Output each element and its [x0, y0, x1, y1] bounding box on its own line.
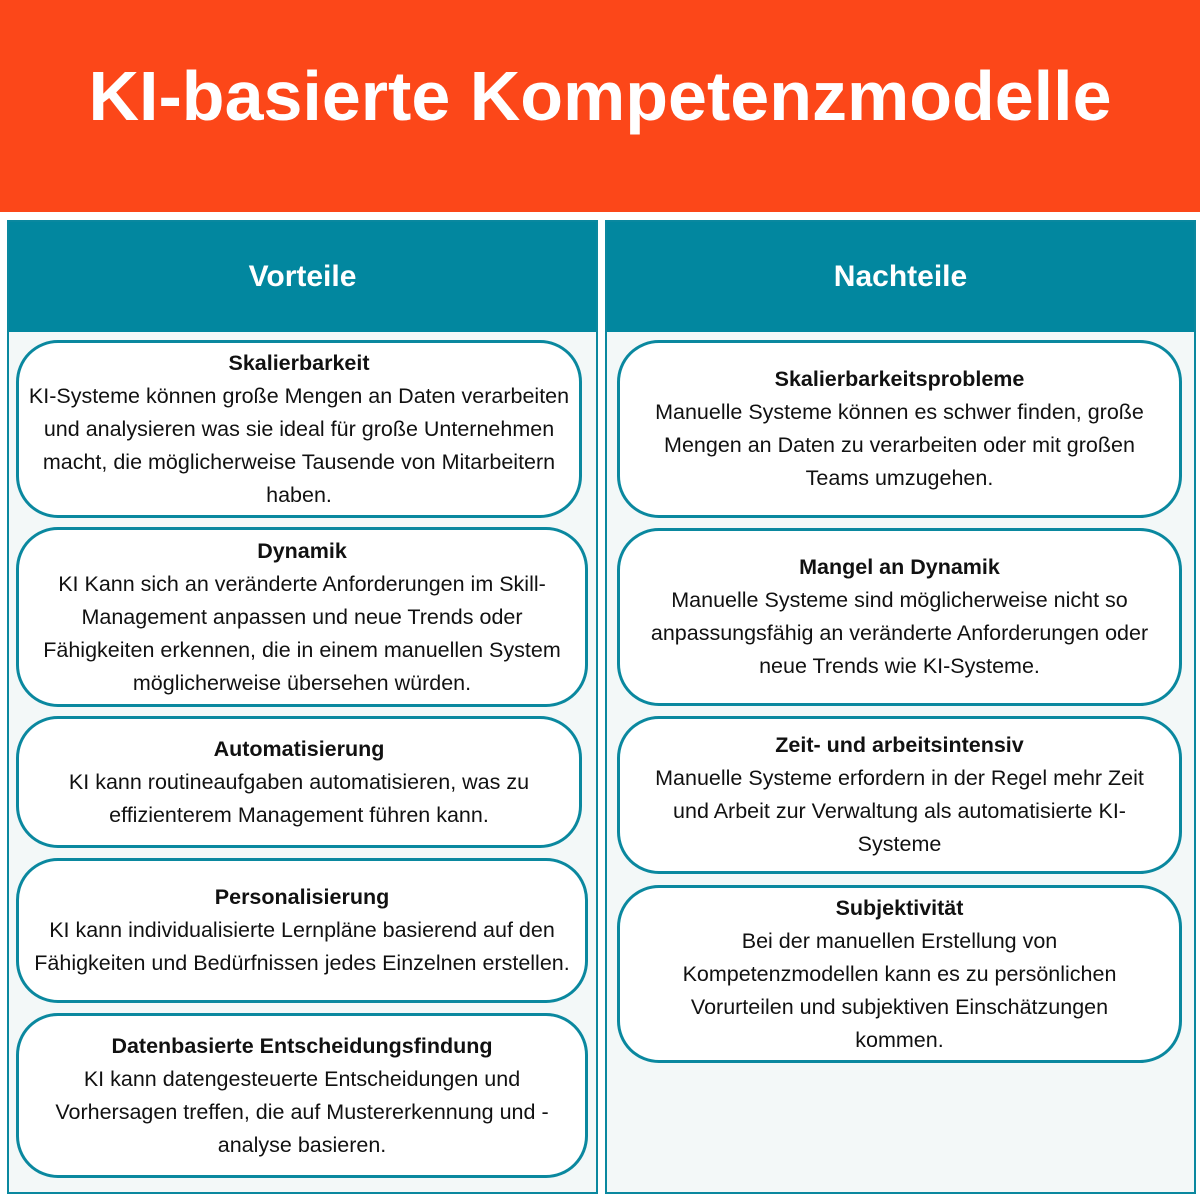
- card-title: Subjektivität: [835, 895, 964, 920]
- advantage-card: [16, 340, 582, 518]
- card-title: Dynamik: [257, 538, 347, 563]
- card-title: Mangel an Dynamik: [799, 555, 1000, 579]
- advantage-card: [16, 527, 588, 707]
- card-text: Manuelle Systeme sind möglicherweise nicht so anpassungsfähig an veränderte Anforderungen oder neue Trends wie KI-Systeme.: [650, 588, 1149, 678]
- card-text: KI kann routineaufgaben automatisieren, was zu effizienterem Management führen kann.: [68, 769, 530, 827]
- page-title: KI-basierte Kompetenzmodelle: [88, 57, 1112, 135]
- disadvantage-card: [617, 528, 1182, 706]
- card-text: KI kann datengesteuerte Entscheidungen und Vorhersagen treffen, die auf Mustererkennung und -analyse basieren.: [55, 1066, 549, 1157]
- column-heading: Vorteile: [9, 222, 596, 332]
- disadvantage-card: [617, 885, 1182, 1063]
- disadvantage-card: [617, 716, 1182, 874]
- advantage-card: [16, 716, 582, 848]
- card-text: KI Kann sich an veränderte Anforderungen im Skill-Management anpassen und neue Trends oder Fähigkeiten erkennen, die in einem manuellen System möglicherweise übersehen würden.: [43, 571, 561, 695]
- card-text: KI kann individualisierte Lernpläne basierend auf den Fähigkeiten und Bedürfnissen jedes Einzelnen erstellen.: [34, 918, 570, 975]
- card-title: Skalierbarkeitsprobleme: [774, 367, 1025, 391]
- card-title: Skalierbarkeit: [228, 350, 370, 375]
- advantage-card: [16, 858, 588, 1003]
- card-text: Manuelle Systeme erfordern in der Regel mehr Zeit und Arbeit zur Verwaltung als automatisierte KI-Systeme: [655, 766, 1144, 856]
- column-heading: Nachteile: [607, 222, 1194, 332]
- advantage-card: [16, 1013, 588, 1178]
- card-title: Automatisierung: [213, 736, 385, 761]
- card-text: Manuelle Systeme können es schwer finden, große Mengen an Daten zu verarbeiten oder mit großen Teams umzugehen.: [655, 400, 1144, 490]
- card-title: Datenbasierte Entscheidungsfindung: [111, 1033, 493, 1058]
- card-text: Bei der manuellen Erstellung von Kompetenzmodellen kann es zu persönlichen Vorurteilen und subjektiven Einschätzungen kommen.: [682, 928, 1117, 1052]
- title-banner: [0, 0, 1200, 212]
- disadvantage-card: [617, 340, 1182, 518]
- card-text: KI-Systeme können große Mengen an Daten verarbeiten und analysieren was sie ideal für große Unternehmen macht, die möglicherweise Tausende von Mitarbeitern haben.: [28, 383, 570, 507]
- card-title: Personalisierung: [214, 885, 390, 909]
- card-title: Zeit- und arbeitsintensiv: [775, 733, 1024, 757]
